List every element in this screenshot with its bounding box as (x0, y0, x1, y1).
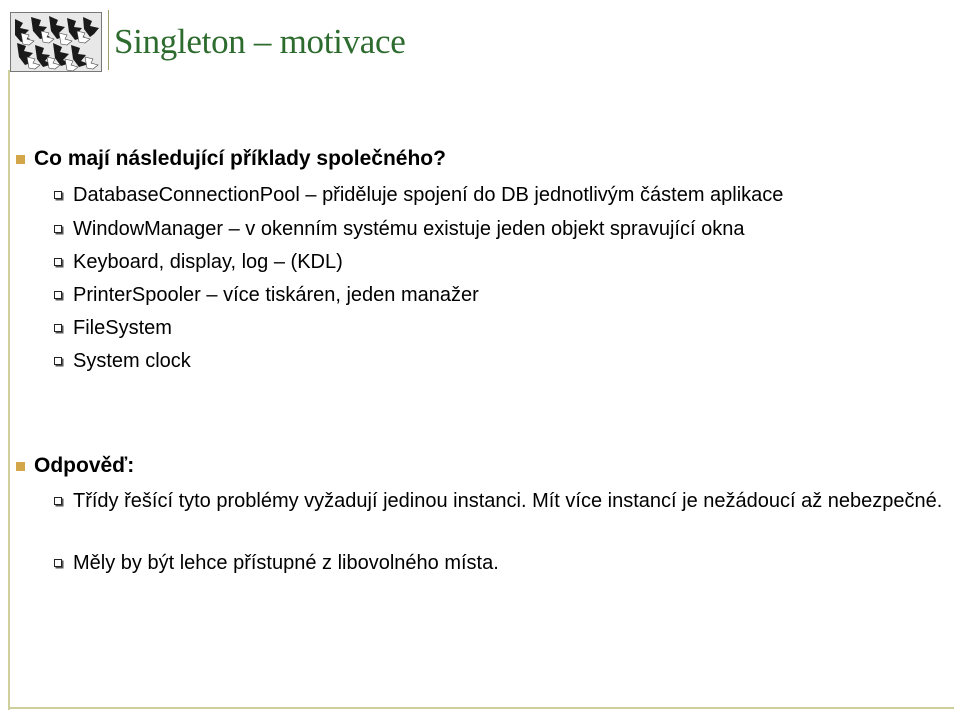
checkbox-bullet-icon (54, 258, 62, 266)
square-bullet-icon (16, 462, 25, 471)
bottom-rule (8, 707, 954, 709)
section-heading-text: Odpověď: (34, 454, 135, 477)
list-item-text: FileSystem (73, 317, 172, 339)
list-item-text: Třídy řešící tyto problémy vyžadují jedinou instanci. Mít více instancí je nežádoucí až nebezpečné. (73, 490, 943, 512)
escher-figures-logo-icon (10, 12, 102, 72)
checkbox-bullet-icon (54, 559, 62, 567)
header-divider (108, 10, 109, 70)
checkbox-bullet-icon (54, 324, 62, 332)
slide-title: Singleton – motivace (114, 22, 406, 61)
list-item-text: WindowManager – v okenním systému existuje jeden objekt spravující okna (73, 218, 745, 240)
checkbox-bullet-icon (54, 191, 62, 199)
list-item-text: DatabaseConnectionPool – přiděluje spojení do DB jednotlivým částem aplikace (73, 184, 784, 206)
section-heading-text: Co mají následující příklady společného? (34, 147, 446, 170)
list-item-text: PrinterSpooler – více tiskáren, jeden manažer (73, 284, 479, 306)
list-item-text: Keyboard, display, log – (KDL) (73, 251, 343, 273)
list-item-text: System clock (73, 350, 191, 372)
square-bullet-icon (16, 155, 25, 164)
checkbox-bullet-icon (54, 291, 62, 299)
list-item-text: Měly by být lehce přístupné z libovolného místa. (73, 552, 499, 574)
checkbox-bullet-icon (54, 357, 62, 365)
checkbox-bullet-icon (54, 225, 62, 233)
left-rule (8, 70, 10, 710)
checkbox-bullet-icon (54, 497, 62, 505)
